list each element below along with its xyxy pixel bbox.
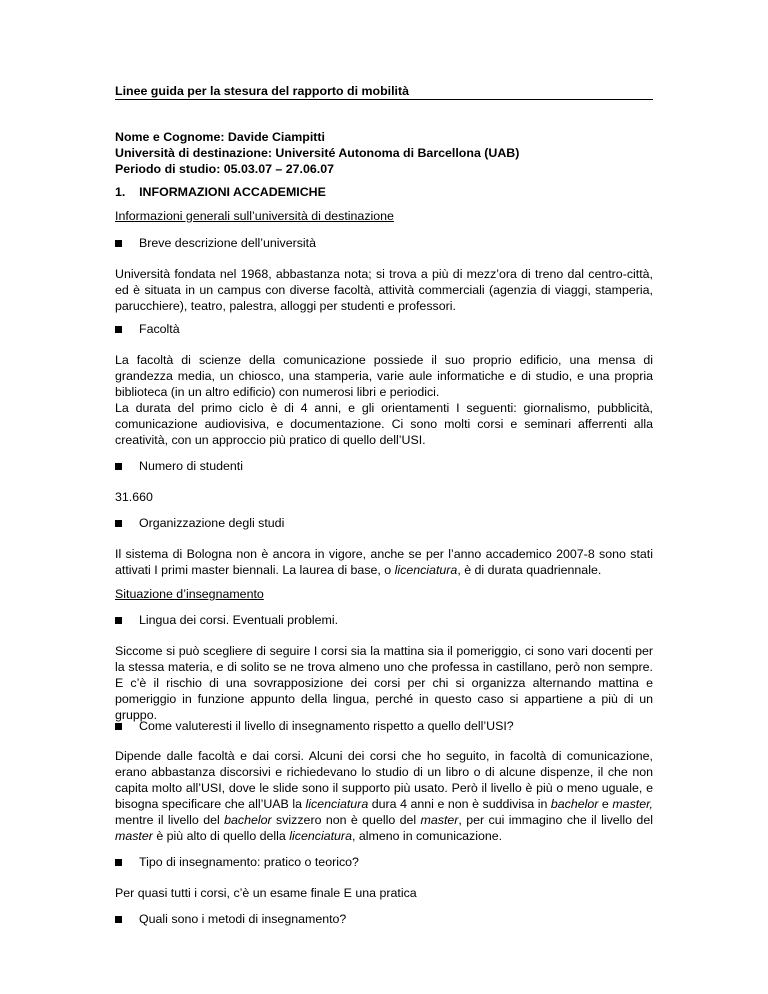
question-teaching-type: Tipo di insegnamento: pratico o teorico? [139, 855, 359, 869]
question-faculty: Facoltà [139, 322, 180, 336]
bullet-icon [115, 520, 122, 527]
answer-students: 31.660 [115, 490, 153, 504]
question-organization: Organizzazione degli studi [139, 516, 285, 530]
question-language: Lingua dei corsi. Eventuali problemi. [139, 613, 339, 627]
title-rule [115, 99, 653, 100]
period-line: Periodo di studio: 05.03.07 – 27.06.07 [115, 162, 334, 176]
answer-organization: Il sistema di Bologna non è ancora in vigore, anche se per l’anno accademico 2007-8 sono stati attivati I primi master biennali. La laurea di base, o licenciatura, è di durata quadriennale. [115, 547, 653, 577]
university-line: Università di destinazione: Université Autonoma di Barcellona (UAB) [115, 146, 520, 160]
question-students: Numero di studenti [139, 459, 243, 473]
bullet-icon [115, 916, 122, 923]
bullet-icon [115, 617, 122, 624]
bullet-icon [115, 240, 122, 247]
document-title: Linee guida per la stesura del rapporto di mobilità [115, 84, 409, 98]
bullet-icon [115, 463, 122, 470]
bullet-icon [115, 859, 122, 866]
answer-description: Università fondata nel 1968, abbastanza nota; si trova a più di mezz’ora di treno dal centro-città, ed è situata in un campus con diverse facoltà, attività commerciali (agenzia di viaggi, stamperia, parucchiere), teatro, palestra, alloggi per studenti e professori. [115, 267, 653, 313]
question-methods: Quali sono i metodi di insegnamento? [139, 912, 347, 926]
name-line: Nome e Cognome: Davide Ciampitti [115, 130, 325, 144]
answer-language: Siccome si può scegliere di seguire I corsi sia la mattina sia il pomeriggio, ci sono vari docenti per la stessa materia, e di solito se ne trova almeno uno che professa in castillano, però non sempre. E c’è il rischio di una sovrapposizione dei corsi per chi si organizza alternando mattina e pomeriggio in funzione appunto della lingua, perché in questo caso si appartiene a più di un gruppo. [115, 644, 653, 722]
bullet-icon [115, 723, 122, 730]
bullet-icon [115, 326, 122, 333]
question-level: Come valuteresti il livello di insegnamento rispetto a quello dell’USI? [139, 719, 514, 733]
answer-faculty-1: La facoltà di scienze della comunicazione possiede il suo proprio edificio, una mensa di grandezza media, un chiosco, una stamperia, varie aule informatiche e di studio, e una propria biblioteca (in un altro edificio) con numerosi libri e periodici. [115, 353, 653, 399]
answer-faculty-2: La durata del primo ciclo è di 4 anni, e gli orientamenti I seguenti: giornalismo, pubblicità, comunicazione audiovisiva, e documentazione. Ci sono molti corsi e seminari afferrenti alla creatività, con un approccio più pratico di quello dell’USI. [115, 401, 653, 447]
question-description: Breve descrizione dell’università [139, 236, 316, 250]
section-heading: 1. INFORMAZIONI ACCADEMICHE [115, 185, 326, 199]
subheading-teaching: Situazione d’insegnamento [115, 587, 264, 601]
subheading-general-info: Informazioni generali sull’università di destinazione [115, 209, 394, 223]
answer-level: Dipende dalle facoltà e dai corsi. Alcuni dei corsi che ho seguito, in facoltà di comunicazione, erano abbastanza discorsivi e richiedevano lo studio di un libro o di alcune dispenze, il che non capita molto all’USI, dove le slide sono il supporto più usato. Però il livello è più o meno uguale, e bisogna specificare che all’UAB la licenciatura dura 4 anni e non è suddivisa in bachelor e master, mentre il livello del bachelor svizzero non è quello del master, per cui immagino che il livello del master è più alto di quello della licenciatura, almeno in comunicazione. [115, 749, 653, 843]
answer-teaching-type: Per quasi tutti i corsi, c’è un esame finale E una pratica [115, 886, 417, 900]
